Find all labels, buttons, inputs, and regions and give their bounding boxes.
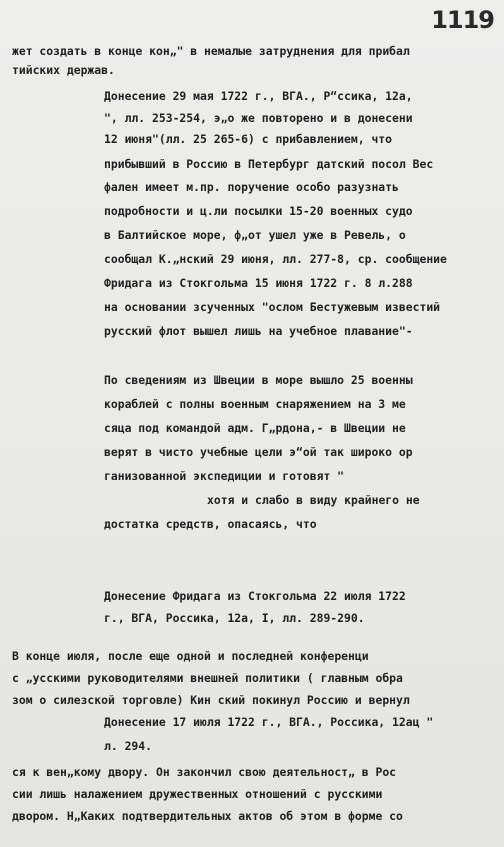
text-line-18: ганизованной экспедиции и готовят " bbox=[104, 469, 345, 483]
text-line-24: с „усскими руководителями внешней политики ( главным обра bbox=[12, 671, 403, 685]
text-line-5: 12 июня"(лл. 25 265-6) с прибавлением, что bbox=[104, 132, 393, 146]
text-line-12: на основании зсученных "ослом Бестужевым известий bbox=[104, 300, 441, 314]
text-line-14: По сведениям из Швеции в море вышло 25 военны bbox=[104, 373, 413, 387]
text-line-3: Донесение 29 мая 1722 г., ВГА., Р“ссика, 12а, bbox=[104, 89, 413, 103]
text-line-28: ся к вен„кому двору. Он закончил свою деятельност„ в Рос bbox=[12, 765, 397, 779]
text-line-19: хотя и слабо в виду крайнего не bbox=[207, 493, 420, 507]
folio-number: 1119 bbox=[431, 6, 494, 34]
text-line-7: фален имеет м.пр. поручение особо разузнать bbox=[104, 180, 399, 194]
text-line-9: в Балтийское море, ф„от ушел уже в Ревель, о bbox=[104, 228, 406, 242]
text-line-10: сообщал К.„нский 29 июня, лл. 277-8, ср. сообщение bbox=[104, 252, 447, 266]
text-line-6: прибывший в Россию в Петербург датский посол Вес bbox=[104, 157, 434, 171]
text-line-15: кораблей с полны военным снаряжением на 3 ме bbox=[104, 397, 406, 411]
text-line-27: л. 294. bbox=[104, 739, 153, 753]
text-line-8: подробности и ц.ли посылки 15-20 военных судо bbox=[104, 204, 413, 218]
text-line-25: зом о силезской торговле) Кин ский покинул Россию и вернул bbox=[12, 693, 410, 707]
text-line-11: Фридага из Стокгольма 15 июня 1722 г. 8 л.288 bbox=[104, 276, 413, 290]
text-line-16: сяца под командой адм. Г„рдона,- в Швеции не bbox=[104, 421, 406, 435]
text-line-26: Донесение 17 июля 1722 г., ВГА., Россика, 12ац " bbox=[104, 715, 434, 729]
text-line-4: ", лл. 253-254, э„о же повторено и в донесени bbox=[104, 111, 413, 125]
text-line-30: двором. Н„Каких подтвердительных актов об этом в форме со bbox=[12, 809, 403, 823]
text-line-29: сии лишь налажением дружественных отношений с русскими bbox=[12, 787, 383, 801]
text-line-1: жет создать в конце кон„" в немалые затруднения для прибал bbox=[12, 44, 410, 58]
text-line-13: русский флот вышел лишь на учебное плавание"- bbox=[104, 324, 413, 338]
text-line-20: достатка средств, опасаясь, что bbox=[104, 517, 317, 531]
text-line-2: тийских держав. bbox=[12, 63, 115, 77]
text-line-22: г., ВГА, Россика, 12а, I, лл. 289-290. bbox=[104, 611, 365, 625]
text-line-23: В конце июля, после еще одной и последней конференци bbox=[12, 649, 369, 663]
text-line-21: Донесение Фридага из Стокгольма 22 июля 1722 bbox=[104, 589, 406, 603]
text-line-17: верят в чисто учебные цели э“ой так широко ор bbox=[104, 445, 413, 459]
